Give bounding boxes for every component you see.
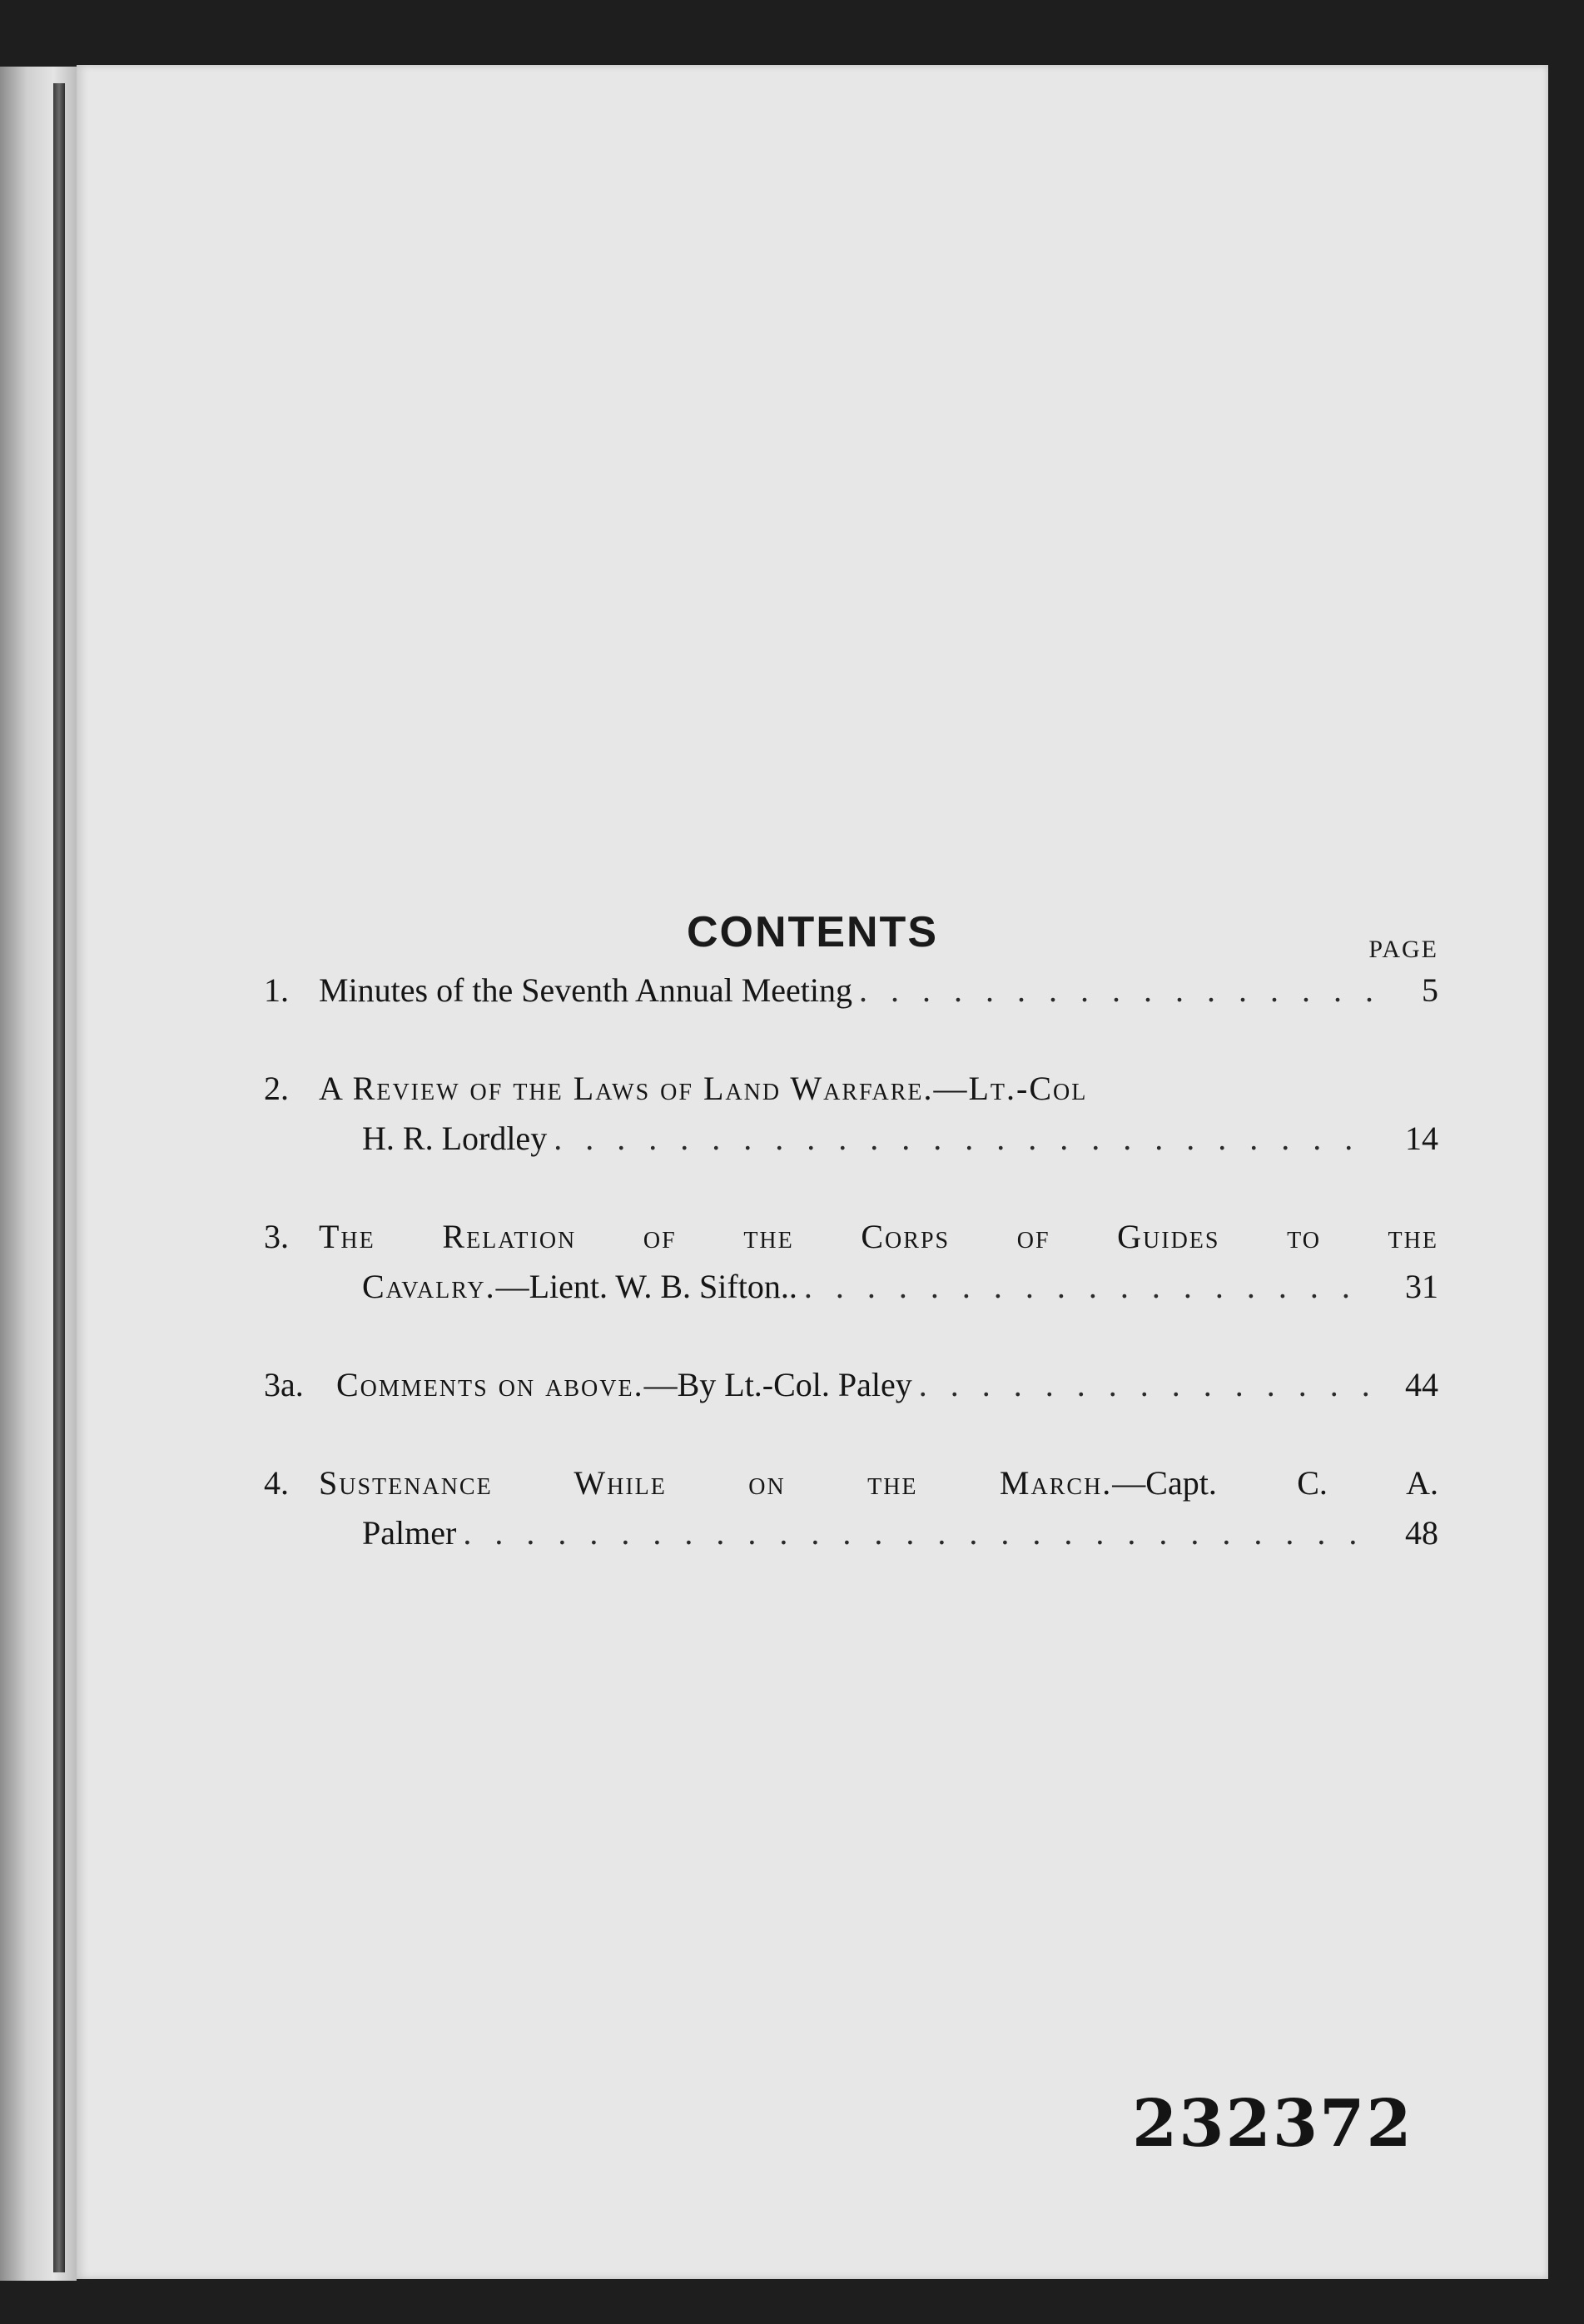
entry-page: 31 — [1405, 1268, 1438, 1305]
entry-title: Minutes of the Seventh Annual Meeting — [319, 971, 853, 1009]
toc-line — [264, 1458, 1438, 1508]
dot-leader — [804, 1262, 1373, 1312]
page-column-label: PAGE — [1368, 936, 1438, 963]
toc-entry-2 — [264, 1064, 1438, 1164]
accession-stamp-number: 232372 — [1132, 2086, 1413, 2162]
toc-line — [264, 966, 1438, 1016]
entry-page: 44 — [1405, 1366, 1438, 1403]
entry-page: 5 — [1422, 971, 1438, 1009]
entry-title-smallcaps: Cavalry. — [362, 1268, 496, 1305]
book-gutter — [53, 83, 65, 2272]
entry-number: 1. — [264, 971, 289, 1009]
toc-line — [264, 1360, 1438, 1410]
dot-leader — [463, 1508, 1373, 1558]
entry-title-line1: A Review of the Laws of Land Warfare.—Lt.-Col — [319, 1070, 1088, 1107]
toc-entry-3 — [264, 1212, 1438, 1312]
entry-number: 2. — [264, 1070, 289, 1107]
dot-leader — [859, 966, 1373, 1016]
dot-leader — [919, 1360, 1373, 1410]
contents-heading: CONTENTS — [687, 908, 938, 956]
entry-page: 48 — [1405, 1514, 1438, 1552]
toc-line — [264, 1114, 1438, 1164]
entry-title-line1: The Relation of the Corps of Guides to the — [319, 1218, 1438, 1255]
entry-number: 4. — [264, 1464, 289, 1502]
toc-entry-3a — [264, 1360, 1438, 1410]
entry-number: 3a. — [264, 1366, 304, 1403]
entry-page: 14 — [1405, 1120, 1438, 1157]
entry-title-smallcaps: Sustenance While on the March. — [319, 1464, 1113, 1502]
entry-title-line2: H. R. Lordley — [362, 1120, 548, 1157]
dot-leader — [554, 1114, 1373, 1164]
facing-page-edge — [0, 67, 77, 2281]
toc-line — [264, 1262, 1438, 1312]
entry-title-line2: Palmer — [362, 1514, 457, 1552]
entry-title-line1 — [319, 1458, 1438, 1508]
entry-title-rest: —By Lt.-Col. Paley — [643, 1366, 912, 1403]
toc-line — [264, 1064, 1438, 1114]
entry-title-rest: —Lient. W. B. Sifton.. — [495, 1268, 797, 1305]
entry-title-smallcaps: Comments on above. — [336, 1366, 644, 1403]
toc-entry-4 — [264, 1458, 1438, 1558]
toc-line — [264, 1212, 1438, 1262]
entry-title-rest: —Capt. C. A. — [1112, 1464, 1438, 1502]
toc-line — [264, 1508, 1438, 1558]
book-page — [77, 65, 1548, 2279]
toc-entry-1 — [264, 966, 1438, 1016]
entry-number: 3. — [264, 1218, 289, 1255]
